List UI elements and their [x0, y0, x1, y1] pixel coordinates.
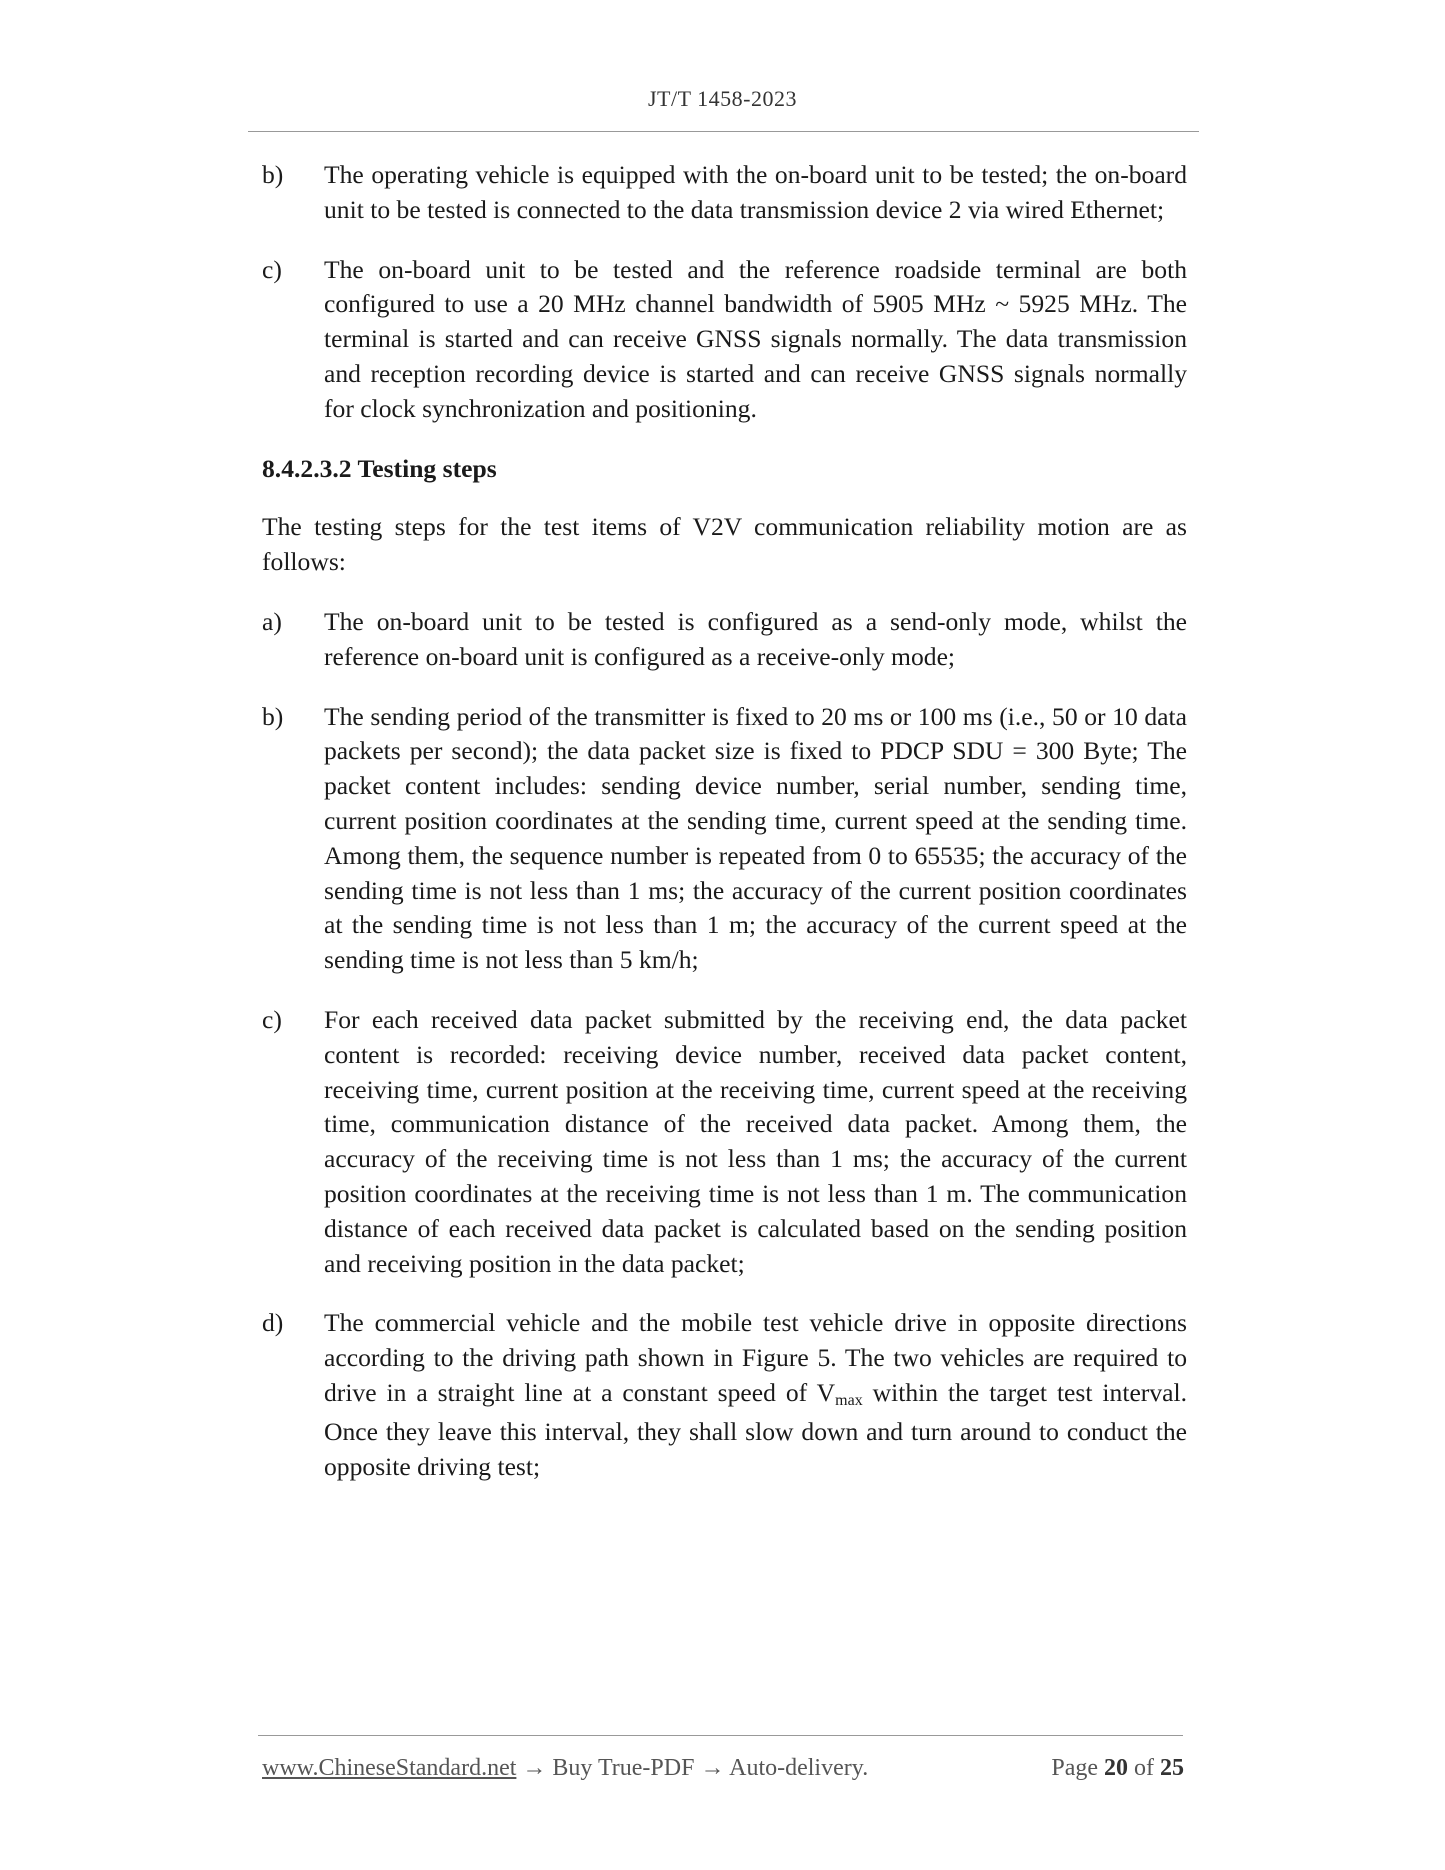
list-marker: a) [262, 606, 282, 636]
list-marker: b) [262, 160, 284, 189]
header-divider [248, 131, 1199, 132]
list-item-b-step [262, 700, 1187, 978]
page-of: of [1134, 1755, 1154, 1781]
website-link[interactable]: www.ChineseStandard.net [262, 1755, 517, 1781]
list-marker: b) [262, 701, 284, 731]
list-marker: d) [262, 1308, 284, 1338]
list-item-text: The on-board unit to be tested and the reference roadside terminal are both configured to use a 20 MHz channel bandwidth of 5905 MHz ~ 5925 MHz. The terminal is started and can receive GNSS signals normally. The data transmission and reception recording device is started and can receive GNSS signals normally for clock synchronization and positioning. [324, 254, 1187, 423]
vmax-subscript: max [835, 1391, 863, 1409]
page-current: 20 [1104, 1755, 1128, 1781]
list-item-b-setup [262, 158, 1187, 228]
list-marker: c) [262, 254, 282, 284]
list-item-text: For each received data packet submitted by the receiving end, the data packet content is recorded: receiving device number, received data packet content, receiving time, current position at the receiving time, current speed at the receiving time, communication distance of the received data packet. Among them, the accuracy of the receiving time is not less than 1 ms; the accuracy of the current position coordinates at the receiving time is not less than 1 m. The communication distance of each received data packet is calculated based on the sending position and receiving position in the data packet; [324, 1004, 1187, 1278]
list-item-d-step [262, 1306, 1187, 1484]
footer-divider [258, 1735, 1183, 1736]
section-intro: The testing steps for the test items of V2V communication reliability motion are as follows: [262, 512, 1187, 577]
list-item-text: The operating vehicle is equipped with the on-board unit to be tested; the on-board unit to be tested is connected to the data transmission device 2 via wired Ethernet; [324, 160, 1187, 224]
document-id-header: JT/T 1458-2023 [648, 86, 797, 111]
page-footer [262, 1755, 1184, 1782]
list-item-text: The sending period of the transmitter is fixed to 20 ms or 100 ms (i.e., 50 or 10 data packets per second); the data packet size is fixed to PDCP SDU = 300 Byte; The packet content includes: sending device number, serial number, sending time, current position coordinates at the sending time, current speed at the sending time. Among them, the sequence number is repeated from 0 to 65535; the accuracy of the sending time is not less than 1 ms; the accuracy of the current position coordinates at the sending time is not less than 1 m; the accuracy of the current speed at the sending time is not less than 5 km/h; [324, 701, 1187, 975]
list-item-a-step [262, 605, 1187, 675]
page-content [262, 158, 1187, 1509]
list-marker: c) [262, 1004, 282, 1034]
page-number [1051, 1755, 1184, 1782]
footer-left [262, 1755, 868, 1782]
section-heading: 8.4.2.3.2 Testing steps [262, 453, 497, 483]
list-item-text-part2: within the target test interval. Once they leave this interval, they shall slow down and turn around to conduct the opposite driving test; [324, 1377, 1187, 1481]
page-label: Page [1051, 1755, 1098, 1781]
footer-delivery-text: → Buy True-PDF → Auto-delivery. [516, 1755, 869, 1781]
page-total: 25 [1160, 1755, 1184, 1781]
list-item-c-step [262, 1003, 1187, 1281]
list-item-c-setup [262, 253, 1187, 427]
list-item-text-part1: The commercial vehicle and the mobile test vehicle drive in opposite directions according to the driving path shown in Figure 5. The two vehicles are required to drive in a straight line at a constant speed of V [324, 1308, 1187, 1407]
list-item-text: The on-board unit to be tested is configured as a send-only mode, whilst the reference on-board unit is configured as a receive-only mode; [324, 606, 1187, 671]
